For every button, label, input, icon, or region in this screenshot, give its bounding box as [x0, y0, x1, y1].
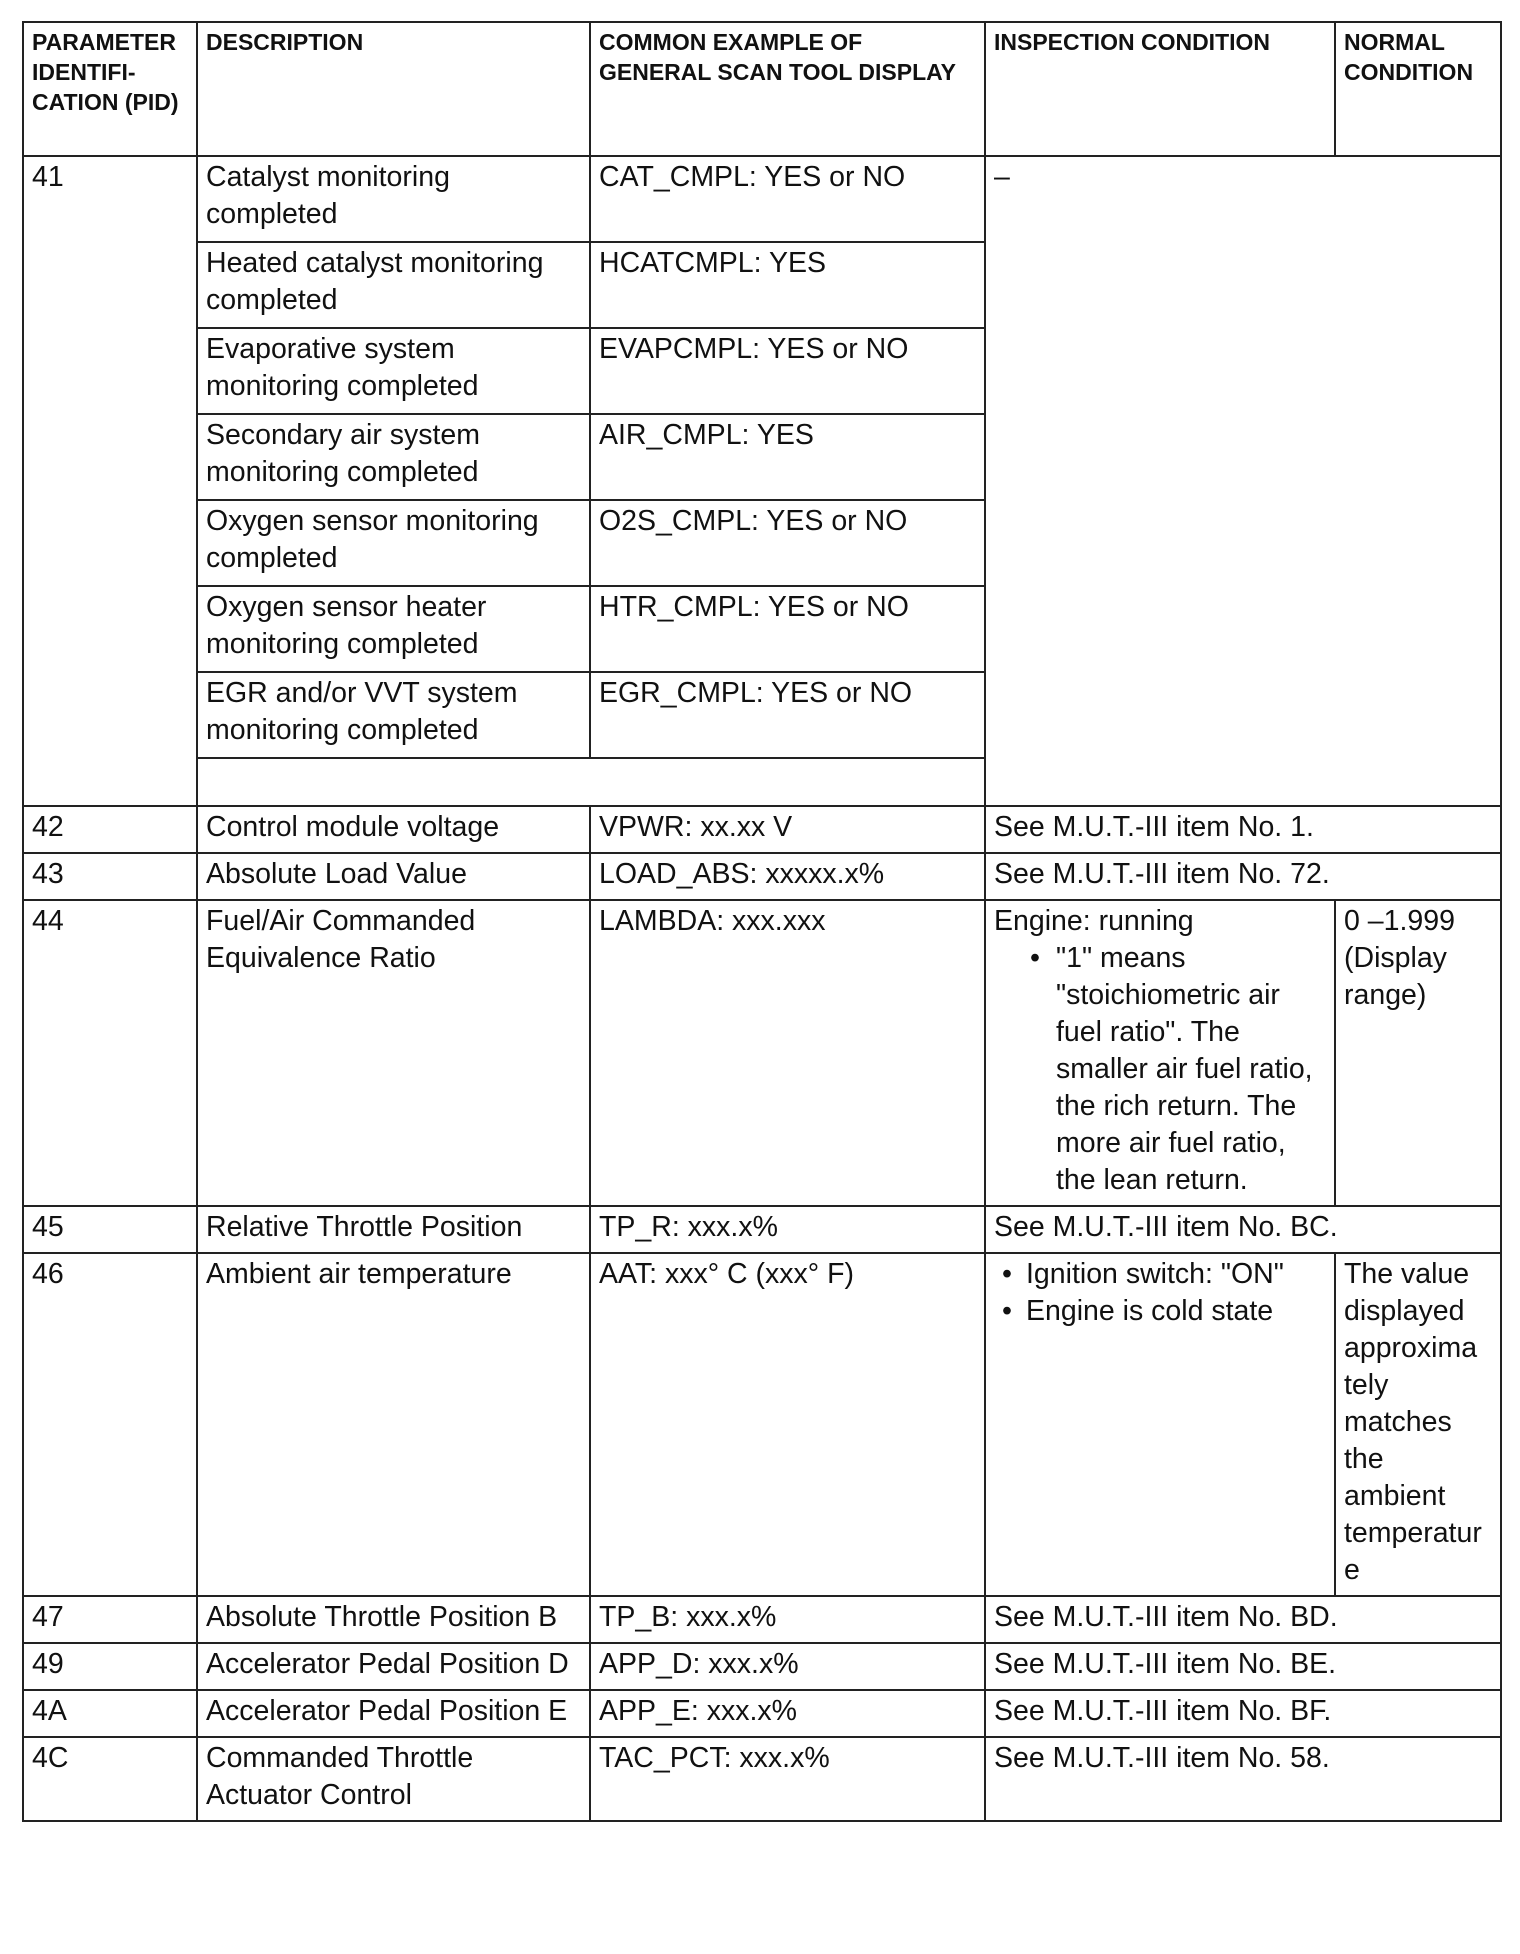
normal-cell: The value displayed approxima tely matches the ambient temperatur e	[1335, 1253, 1501, 1596]
display-cell: APP_D: xxx.x%	[590, 1643, 985, 1690]
header-row	[23, 22, 1501, 156]
inspection-cell: See M.U.T.-III item No. BF.	[985, 1690, 1501, 1737]
list-item: • Engine is cold state	[994, 1293, 1326, 1330]
display-cell: LAMBDA: xxx.xxx	[590, 900, 985, 1206]
inspection-list	[994, 1256, 1326, 1330]
display-cell: TAC_PCT: xxx.x%	[590, 1737, 985, 1821]
header-description: DESCRIPTION	[197, 22, 590, 156]
header-display: COMMON EXAMPLE OF GENERAL SCAN TOOL DISPLAY	[590, 22, 985, 156]
display-cell: O2S_CMPL: YES or NO	[590, 500, 985, 586]
description-cell: Accelerator Pedal Position E	[197, 1690, 590, 1737]
description-cell: Evaporative system monitoring completed	[197, 328, 590, 414]
display-cell: TP_R: xxx.x%	[590, 1206, 985, 1253]
description-cell: Ambient air temperature	[197, 1253, 590, 1596]
pid-cell: 45	[23, 1206, 197, 1253]
inspection-cell: See M.U.T.-III item No. BC.	[985, 1206, 1501, 1253]
description-cell: EGR and/or VVT system monitoring completed	[197, 672, 590, 758]
table-row	[23, 1737, 1501, 1821]
pid-cell: 46	[23, 1253, 197, 1596]
table-row	[23, 1596, 1501, 1643]
display-cell: CAT_CMPL: YES or NO	[590, 156, 985, 242]
inspection-cell: See M.U.T.-III item No. 58.	[985, 1737, 1501, 1821]
description-cell: Relative Throttle Position	[197, 1206, 590, 1253]
description-cell: Commanded Throttle Actuator Control	[197, 1737, 590, 1821]
inspection-cell: –	[985, 156, 1501, 806]
display-cell: VPWR: xx.xx V	[590, 806, 985, 853]
description-cell: Catalyst monitoring completed	[197, 156, 590, 242]
list-item: • "1" means "stoichiometric air fuel ratio". The smaller air fuel ratio, the rich return. The more air fuel ratio, the lean return.	[1024, 940, 1326, 1199]
pid-cell: 42	[23, 806, 197, 853]
pid-cell: 4C	[23, 1737, 197, 1821]
display-cell: AAT: xxx° C (xxx° F)	[590, 1253, 985, 1596]
display-cell: TP_B: xxx.x%	[590, 1596, 985, 1643]
table-row	[23, 900, 1501, 1206]
description-cell: Oxygen sensor monitoring completed	[197, 500, 590, 586]
description-cell: Absolute Throttle Position B	[197, 1596, 590, 1643]
display-cell: HCATCMPL: YES	[590, 242, 985, 328]
pid-cell: 41	[23, 156, 197, 806]
inspection-cell: See M.U.T.-III item No. 72.	[985, 853, 1501, 900]
inspection-cell	[985, 900, 1335, 1206]
pid-cell: 49	[23, 1643, 197, 1690]
display-cell: EVAPCMPL: YES or NO	[590, 328, 985, 414]
inspection-cell: See M.U.T.-III item No. 1.	[985, 806, 1501, 853]
normal-cell: 0 –1.999 (Display range)	[1335, 900, 1501, 1206]
table-row	[23, 1206, 1501, 1253]
pid-table	[22, 21, 1502, 1822]
table-row	[23, 806, 1501, 853]
pid-cell: 4A	[23, 1690, 197, 1737]
header-pid: PARAMETER IDENTIFI-CATION (PID)	[23, 22, 197, 156]
display-cell: LOAD_ABS: xxxxx.x%	[590, 853, 985, 900]
pid-cell: 44	[23, 900, 197, 1206]
header-normal: NORMAL CONDITION	[1335, 22, 1501, 156]
inspection-cell	[985, 1253, 1335, 1596]
display-cell: APP_E: xxx.x%	[590, 1690, 985, 1737]
display-cell: AIR_CMPL: YES	[590, 414, 985, 500]
description-cell: Fuel/Air Commanded Equivalence Ratio	[197, 900, 590, 1206]
inspection-notes	[994, 940, 1326, 1199]
inspection-cell: See M.U.T.-III item No. BE.	[985, 1643, 1501, 1690]
table-row	[23, 1643, 1501, 1690]
table-row	[23, 1253, 1501, 1596]
pid-cell: 43	[23, 853, 197, 900]
list-item: • Ignition switch: "ON"	[994, 1256, 1326, 1293]
description-cell: Secondary air system monitoring completed	[197, 414, 590, 500]
empty-cell	[197, 758, 985, 806]
description-cell: Oxygen sensor heater monitoring completed	[197, 586, 590, 672]
pid-cell: 47	[23, 1596, 197, 1643]
table-row	[23, 1690, 1501, 1737]
description-cell: Absolute Load Value	[197, 853, 590, 900]
header-inspection: INSPECTION CONDITION	[985, 22, 1335, 156]
description-cell: Heated catalyst monitoring completed	[197, 242, 590, 328]
description-cell: Control module voltage	[197, 806, 590, 853]
description-cell: Accelerator Pedal Position D	[197, 1643, 590, 1690]
display-cell: HTR_CMPL: YES or NO	[590, 586, 985, 672]
table-row	[23, 853, 1501, 900]
inspection-title: Engine: running	[994, 905, 1194, 937]
inspection-cell: See M.U.T.-III item No. BD.	[985, 1596, 1501, 1643]
table-row	[23, 156, 1501, 242]
display-cell: EGR_CMPL: YES or NO	[590, 672, 985, 758]
